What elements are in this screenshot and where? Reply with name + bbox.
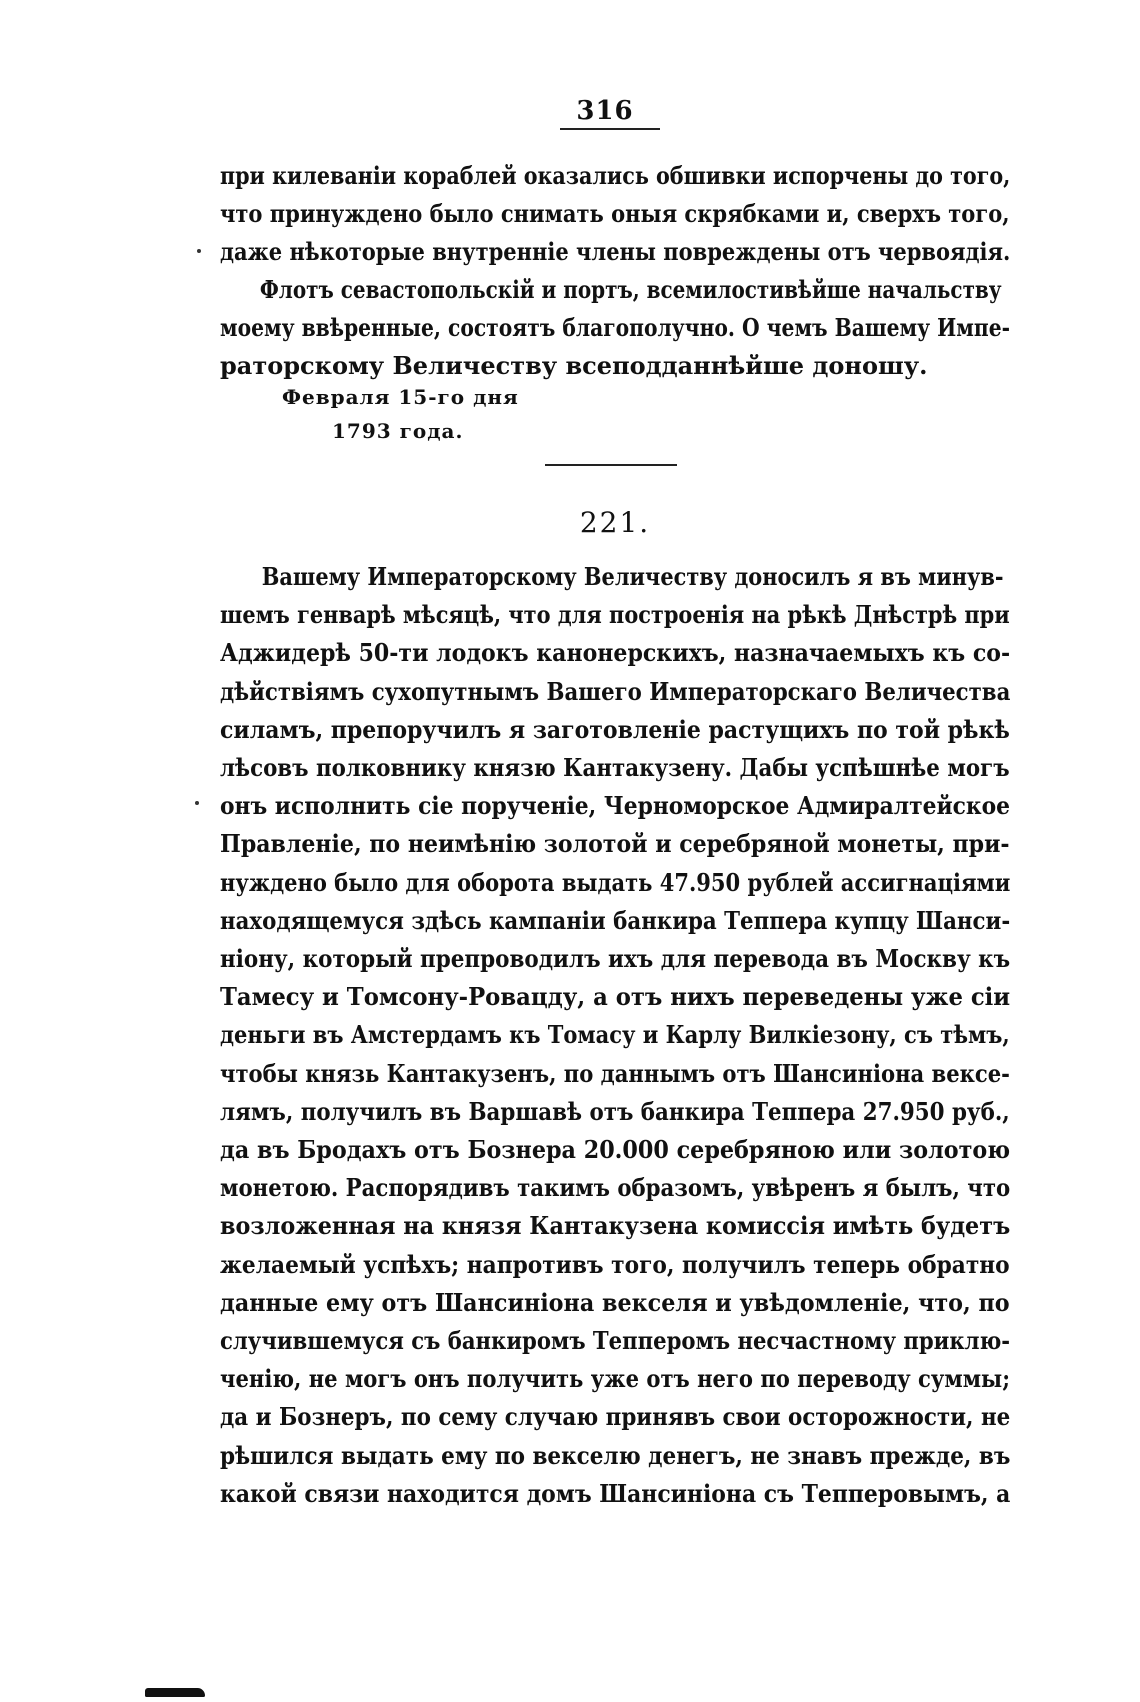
text-line: да въ Бродахъ отъ Бознера 20.000 серебряною или золотою [220,1135,1011,1165]
text-line: деньги въ Амстердамъ къ Томасу и Карлу Вилкіезону, съ тѣмъ, [220,1020,1010,1050]
text-line: рѣшился выдать ему по векселю денегъ, не знавъ прежде, въ [220,1440,1011,1470]
text-line: даже нѣкоторые внутренніе члены повреждены отъ червоядія. [220,237,1011,266]
margin-mark [197,249,201,253]
text-line: лямъ, получилъ въ Варшавѣ отъ банкира Теппера 27.950 руб., [220,1096,1010,1126]
margin-mark [195,801,199,805]
text-line: нуждено было для оборота выдать 47.950 рублей ассигнаціями [220,867,1011,897]
text-line: Правленіе, по неимѣнію золотой и серебряной монеты, при- [220,829,1010,859]
page-number-underline [560,128,660,130]
scan-edge-mark [145,1688,205,1697]
text-line: моему ввѣренные, состоятъ благополучно. О чемъ Вашему Импе- [220,313,1011,342]
text-line: случившемуся съ банкиромъ Тепперомъ несчастному приклю- [220,1326,1011,1356]
text-line: данные ему отъ Шансиніона векселя и увѣдомленіе, что, по [220,1287,1010,1317]
text-line: Аджидерѣ 50-ти лодокъ канонерскихъ, назначаемыхъ къ со- [220,638,1011,668]
text-line: лѣсовъ полковнику князю Кантакузену. Дабы успѣшнѣе могъ [220,753,1010,783]
section-separator [545,464,677,466]
text-line: онъ исполнить сіе порученіе, Черноморское Адмиралтейское [220,791,1011,821]
text-line: чтобы князь Кантакузенъ, по даннымъ отъ Шансиніона вексе- [220,1058,1010,1088]
text-line: какой связи находится домъ Шансиніона съ Тепперовымъ, а [220,1478,1011,1508]
text-line: раторскому Величеству всеподданнѣйше доношу. [220,351,928,380]
text-line: находящемуся здѣсь кампаніи банкира Теппера купцу Шанси- [220,905,1011,935]
document-body [220,558,1010,1513]
document-number: 221. [579,506,651,539]
text-line: при килеваніи кораблей оказались обшивки испорчены до того, [220,161,1011,190]
text-line: желаемый успѣхъ; напротивъ того, получилъ теперь обратно [220,1249,1010,1279]
text-line: монетою. Распорядивъ такимъ образомъ, увѣренъ я былъ, что [220,1173,1011,1203]
date-line: Февраля 15-го дня [282,385,519,409]
text-line: силамъ, препоручилъ я заготовленіе растущихъ по той рѣкѣ [220,714,1010,744]
text-line: ніону, который препроводилъ ихъ для перевода въ Москву къ [220,944,1011,974]
text-line: что принуждено было снимать оныя скрябками и, сверхъ того, [220,199,1010,228]
year-line: 1793 года. [332,419,464,443]
text-line: Вашему Императорскому Величеству доносилъ я въ минув- [261,562,1004,591]
text-line: возложенная на князя Кантакузена комиссія имѣть будетъ [220,1211,1011,1241]
text-line: дѣйствіямъ сухопутнымъ Вашего Императорскаго Величества [220,676,1011,706]
previous-document-text [220,157,1010,385]
text-line: Флотъ севастопольскій и портъ, всемилостивѣйше начальству [259,275,1002,304]
text-line: да и Бознеръ, по сему случаю принявъ свои осторожности, не [220,1402,1011,1432]
text-line: шемъ генварѣ мѣсяцѣ, что для построенія на рѣкѣ Днѣстрѣ при [220,600,1010,630]
text-line: Тамесу и Томсону-Ровацду, а отъ нихъ переведены уже сіи [220,982,1011,1012]
text-line: ченію, не могъ онъ получить уже отъ него по переводу суммы; [220,1364,1010,1394]
page-number: 316 [576,96,634,126]
